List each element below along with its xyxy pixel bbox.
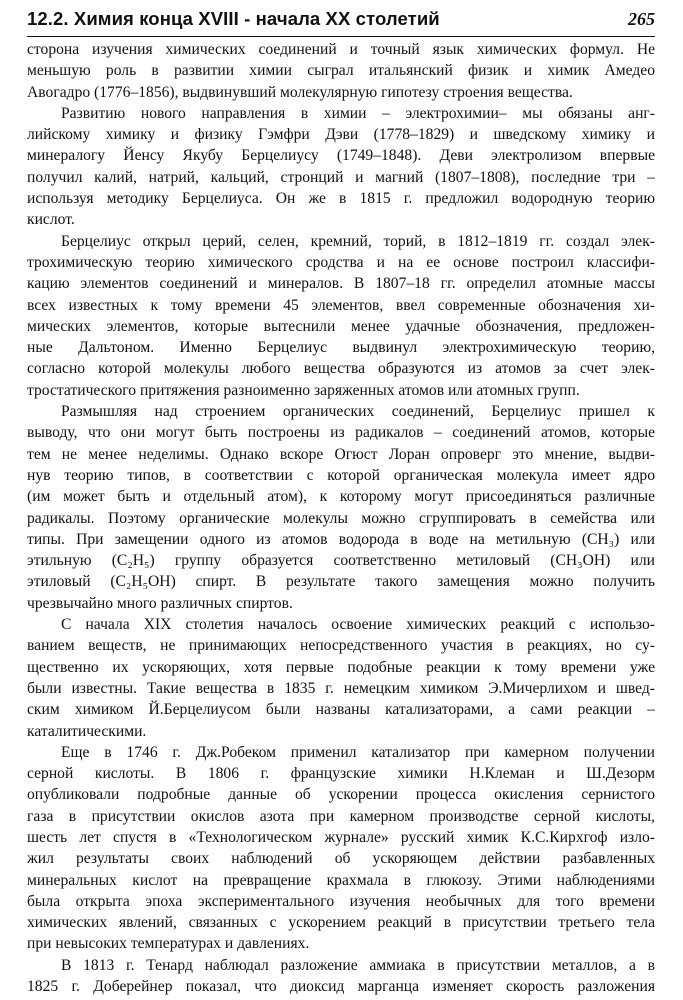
text-line: Развитию нового направления в химии – электрохимии– мы обязаны анг-: [61, 104, 655, 122]
text-line: кацию элементов соединений и минералов. В 1807–18 гг. определил атомные массы: [27, 275, 655, 293]
text-line: Размышляя над строением органических соединений, Берцелиус пришел к: [61, 403, 655, 421]
text-line: согласно которой молекулы любого вещества образуются из атомов за счет элек-: [27, 360, 655, 378]
text-line: трохимическую теорию химического сродства и на ее основе построил классифи-: [27, 253, 655, 271]
text-line: была открыта эпоха экспериментального изучения необычных для того времени: [27, 892, 655, 910]
text-line: были известны. Такие вещества в 1835 г. немецким химиком Э.Мичерлихом и швед-: [27, 679, 655, 697]
text-line: всех известных к тому времени 45 элементов, ввел современные обозначения хи-: [27, 296, 655, 314]
text-line: кислот.: [27, 211, 75, 229]
paragraph: [27, 39, 655, 103]
text-line: используя методику Берцелиуса. Он же в 1815 г. предложил водородную теорию: [27, 190, 655, 208]
paragraph: [27, 955, 655, 998]
chapter-title: 12.2. Химия конца XVIII - начала XX столетий: [27, 8, 440, 29]
body-text: [27, 39, 655, 997]
paragraph: [27, 742, 655, 955]
text-line: сторона изучения химических соединений и точный язык химических формул. Не: [27, 41, 655, 58]
paragraph: [27, 614, 655, 742]
text-line: опубликовали подробные данные об ускорении процесса окисления сернистого: [27, 786, 655, 804]
text-line: ные Дальтоном. Именно Берцелиус выдвинул электрохимическую теорию,: [27, 339, 655, 357]
text-line: (им может быть и отдельный атом), к которому могут присоединяться различные: [27, 488, 655, 506]
text-line: типы. При замещении одного из атомов водорода в воде на метильную (CH₃) или: [27, 530, 655, 548]
text-line: ским химиком Й.Берцелиусом были названы катализаторами, а сами реакции –: [27, 701, 655, 719]
text-line: шесть лет спустя в «Технологическом журнале» русский химик К.С.Кирхгоф изло-: [27, 828, 655, 846]
text-line: серной кислоты. В 1806 г. французские химики Н.Клеман и Ш.Дезорм: [27, 765, 655, 783]
text-line: тростатического притяжения разноименно заряженных атомов или атомных групп.: [27, 381, 580, 399]
text-line: минералогу Йенсу Якубу Берцелиусу (1749–1848). Деви электролизом впервые: [27, 147, 655, 165]
text-line: В 1813 г. Тенард наблюдал разложение аммиака в присутствии металлов, а в: [61, 956, 655, 974]
page-number: 265: [628, 9, 655, 29]
text-line: каталитическими.: [27, 722, 147, 740]
text-line: получил калий, натрий, кальций, стронций и магний (1807–1808), последние три –: [27, 168, 655, 186]
text-line: чрезвычайно много различных спиртов.: [27, 594, 293, 612]
text-line: меньшую роль в развитии химии сыграл итальянский физик и химик Амедео: [27, 62, 655, 80]
text-line: Авогадро (1776–1856), выдвинувший молекулярную гипотезу строения вещества.: [27, 83, 573, 101]
text-line: тем не менее неделимы. Однако вскоре Огюст Лоран опроверг это мнение, выдви-: [27, 445, 655, 463]
text-line: лийскому химику и физику Гэмфри Дэви (1778–1829) и шведскому химику и: [27, 126, 655, 144]
text-line: 1825 г. Доберейнер показал, что диоксид марганца изменяет скорость разложения: [27, 978, 655, 996]
text-line: мических элементов, которые вытеснили менее удачные обозначения, предложен-: [27, 317, 655, 335]
text-line: при невысоких температурах и давлениях.: [27, 935, 310, 953]
paragraph: [27, 401, 655, 614]
running-header: [27, 6, 655, 37]
text-line: жил результаты своих наблюдений об ускоряющем действии разбавленных: [27, 850, 655, 868]
text-line: Еще в 1746 г. Дж.Робеком применил катализатор при камерном получении: [61, 743, 655, 761]
text-line: газа в присутствии окислов азота при камерном производстве серной кислоты,: [27, 807, 655, 825]
paragraph: [27, 231, 655, 401]
text-line: нув теорию типов, в соответствии с которой органическая молекула имеет ядро: [27, 466, 655, 484]
text-line: С начала XIX столетия началось освоение химических реакций с использо-: [61, 616, 655, 634]
text-line: минеральных кислот на превращение крахмала в глюкозу. Этими наблюдениями: [27, 871, 655, 889]
text-line: щественно их ускоряющих, хотя первые подобные реакции к тому времени уже: [27, 658, 655, 676]
paragraph: [27, 103, 655, 231]
text-line: выводу, что они могут быть построены из радикалов – соединений атомов, которые: [27, 424, 655, 442]
text-line: химических явлений, связанных с ускорением реакций в присутствии третьего тела: [27, 914, 655, 932]
text-line: этиловый (C₂H₅OH) спирт. В результате такого замещения можно получить: [27, 573, 655, 591]
text-line: ванием веществ, не принимающих непосредственного участия в реакциях, но су-: [27, 637, 655, 655]
text-line: Берцелиус открыл церий, селен, кремний, торий, в 1812–1819 гг. создал элек-: [61, 232, 655, 250]
text-line: радикалы. Поэтому органические молекулы можно сгруппировать в семейства или: [27, 509, 655, 527]
text-line: этильную (C₂H₅) группу образуется соответственно метиловый (CH₃OH) или: [27, 552, 655, 570]
